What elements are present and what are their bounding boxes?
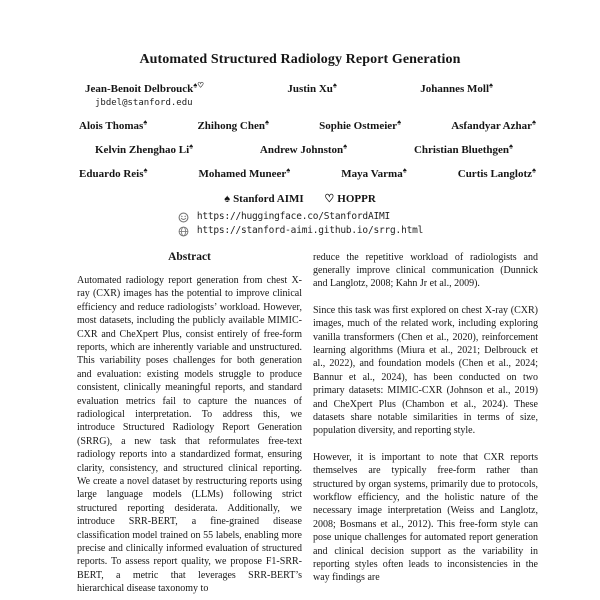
author-name: Christian Bluethgen♠ <box>413 141 513 156</box>
author-affil-mark: ♠ <box>286 165 291 175</box>
link-row <box>177 224 423 238</box>
huggingface-link[interactable]: https://huggingface.co/StanfordAIMI <box>196 211 391 222</box>
project-page-link[interactable]: https://stanford-aimi.github.io/srrg.html <box>196 225 424 236</box>
author-email: jbdel@stanford.edu <box>95 98 193 108</box>
author-affil-mark: ♠ <box>402 165 407 175</box>
body-paragraph: However, it is important to note that CXR reports themselves are typically free-form rather than structured by organ systems, primarily due to protocols, workflow efficiency, and the holistic nature of the necessary image interpretation (Weiss and Langlotz, 2008; Bosmans et al., 2012). This free-form style can pose unique challenges for automated report generation and clinical decision support as the variability in reporting styles often leads to inconsistencies in the way findings are <box>313 451 538 584</box>
author-name: Andrew Johnston♠ <box>259 141 348 156</box>
author-affil-mark: ♠ <box>509 141 513 151</box>
affiliations-line <box>0 192 600 205</box>
author-affil-mark: ♠♡ <box>193 80 204 90</box>
author-name: Kelvin Zhenghao Li♠ <box>95 141 194 156</box>
author-affil-mark: ♠ <box>189 141 194 151</box>
author-block <box>0 80 600 180</box>
author-affil-mark: ♠ <box>397 117 402 127</box>
author-row <box>77 80 538 108</box>
author-row <box>77 141 538 156</box>
affiliation-hoppr: ♡ HOPPR <box>324 193 376 205</box>
author-affil-mark: ♠ <box>489 80 493 90</box>
intro-continuation-column <box>313 251 538 600</box>
author-name: Curtis Langlotz♠ <box>457 165 536 180</box>
author-name: Asfandyar Azhar♠ <box>451 117 536 132</box>
affiliation-stanford-aimi: ♠ Stanford AIMI <box>224 193 304 205</box>
author-name: Zhihong Chen♠ <box>197 117 269 132</box>
author-affil-mark: ♠ <box>532 165 536 175</box>
author-row <box>77 165 538 180</box>
body-paragraph: reduce the repetitive workload of radiologists and generally improve clinical communication (Dunnick and Langlotz, 2008; Kahn Jr et al., 2009). <box>313 251 538 290</box>
paper-header <box>0 0 600 242</box>
author-affil-mark: ♠ <box>143 165 148 175</box>
huggingface-icon <box>177 212 190 223</box>
resource-links <box>177 210 423 238</box>
author-affil-mark: ♠ <box>343 141 348 151</box>
author-name: Jean-Benoit Delbrouck♠♡ <box>85 80 204 95</box>
author-name: Maya Varma♠ <box>341 165 407 180</box>
paper-title: Automated Structured Radiology Report Generation <box>139 52 461 67</box>
heart-mark: ♡ <box>324 193 335 205</box>
author-affil-mark: ♠ <box>265 117 269 127</box>
abstract-heading: Abstract <box>168 250 211 263</box>
author-affil-mark: ♠ <box>143 117 148 127</box>
author-row <box>77 117 538 132</box>
author-name: Justin Xu♠ <box>287 80 337 95</box>
two-column-body <box>0 242 600 600</box>
author-name: Eduardo Reis♠ <box>79 165 148 180</box>
author-name: Alois Thomas♠ <box>79 117 148 132</box>
abstract-text: Automated radiology report generation from chest X-ray (CXR) images has the potential to improve clinical efficiency and reduce radiologists’ workload. However, most datasets, including the publicly available MIMIC-CXR and CheXpert Plus, consist entirely of free-form reports, which are inherently variable and unstructured. This variability poses challenges for both generation and evaluation: existing models struggle to produce consistent, clinically meaningful reports, and standard evaluation metrics fail to capture the nuances of radiological interpretation. To address this, we introduce Structured Radiology Report Generation (SRRG), a new task that reformulates free-text radiology reports into a standardized format, ensuring clarity, consistency, and structured clinical reporting. We create a novel dataset by restructuring reports using large language models (LLMs) following strict structured reporting desiderata. Additionally, we introduce SRR-BERT, a fine-grained disease classification model trained on 55 labels, enabling more precise and clinically informed evaluation of structured reports. To assess report quality, we propose F1-SRR-BERT, a metric that leverages SRR-BERT’s hierarchical disease taxonomy to <box>77 274 302 595</box>
author-name: Sophie Ostmeier♠ <box>319 117 402 132</box>
author-name: Mohamed Muneer♠ <box>198 165 291 180</box>
abstract-section <box>77 251 302 600</box>
link-row <box>177 210 423 224</box>
body-paragraph: Since this task was first explored on chest X-ray (CXR) images, much of the related work, including exploring vanilla transformers (Chen et al., 2020), reinforcement learning algorithms (Miura et al., 2021; Delbrouck et al., 2022), and foundation models (Chen et al., 2024; Bannur et al., 2024), has been conducted on two primary datasets: MIMIC-CXR (Johnson et al., 2019) and CheXpert Plus (Chambon et al., 2024). These datasets share notable similarities in terms of size, population diversity, and reporting style. <box>313 304 538 437</box>
author-affil-mark: ♠ <box>531 117 536 127</box>
spade-mark: ♠ <box>224 193 231 205</box>
author-name: Johannes Moll♠ <box>420 80 493 95</box>
author-affil-mark: ♠ <box>332 80 337 90</box>
globe-icon <box>177 226 190 237</box>
